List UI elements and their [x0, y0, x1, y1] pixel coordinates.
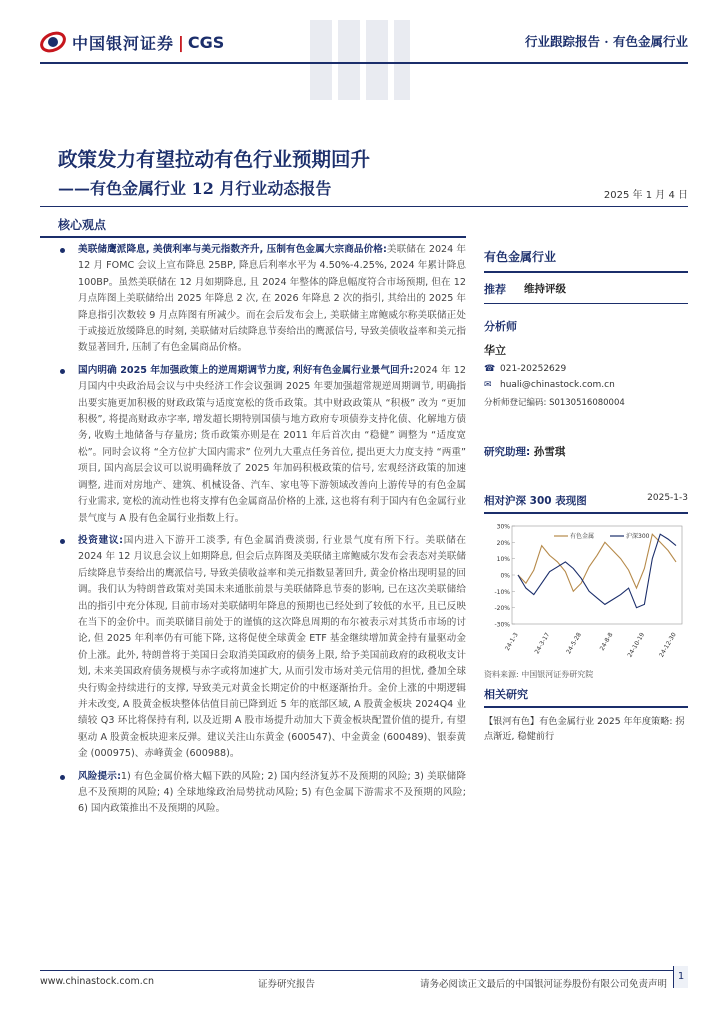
bullet-fed-policy	[58, 242, 466, 357]
y-tick-label: 20%	[496, 539, 510, 547]
analyst-name: 华立	[484, 344, 506, 357]
report-subtitle: ——有色金属行业 12 月行业动态报告	[58, 179, 332, 198]
y-tick-label: -10%	[494, 588, 510, 596]
report-date: 2025 年 1 月 4 日	[603, 190, 688, 201]
bullet-dot-icon	[60, 369, 65, 374]
rating-key: 推荐	[484, 283, 506, 296]
x-tick-label: 24-8-8	[598, 631, 615, 652]
performance-divider	[484, 512, 688, 514]
logo-english-name: CGS	[187, 32, 225, 52]
x-tick-label: 24-3-17	[533, 631, 552, 656]
chart-source: 资料来源: 中国银河证券研究院	[484, 670, 594, 679]
x-tick-label: 24-1-3	[503, 631, 520, 652]
bullet-risk-warning	[58, 769, 466, 818]
bullet-body: 美联储在 2024 年 12 月 FOMC 会议上宣布降息 25BP, 降息后利率水平为 4.50%-4.25%, 2024 年累计降息 100BP。虽然美联储在 12 月如期降息, 且 2024 年整体的降息幅度符合市场预期, 但在 12 月点阵图上美联储给出 2025 年降息 2 次, 在 2026 年降息 2 次的指引, 其给出的 2025 年降息指引次数较 9 月点阵图有所减少。而在会后发布会上, 美联储主席鲍威尔称美联储正处于或接近放缓降息的时刻, 美联储对后续降息节奏给出的鹰派信号, 导致美债收益率和美元指数显著回升, 压制了有色金属商品价格。	[78, 244, 466, 354]
related-research-heading: 相关研究	[484, 686, 688, 708]
logo-chinese-name: 中国银河证券	[72, 33, 175, 53]
watermark-graphic	[300, 0, 420, 120]
main-content	[58, 242, 466, 824]
bullet-body: 国内进入下游开工淡季, 有色金属消费淡弱, 行业景气度有所下行。美联储在 2024 年 12 月议息会议上如期降息, 但会后点阵图及美联储主席鲍威尔发布会表态对美联储后续降息节奏给出的鹰派信号, 导致美债收益率和美元指数显著回升, 黄金价格出现明显的回调。我们认为特朗普政策对美国未来通胀前景与美联储降息节奏的影响, 已在这次美联储给出的指引中充分体现, 目前市场对美联储明年降息的预期也已经处到了较低的水平, 且已反映在当下的金价中。而美联储目前处于的谨慎的这次降息周期的布尔被表示对其货币市场的讨论, 但 2025 年利率仍有可能下降, 这将促使全球黄金 ETF 基金继续增加黄金持有量驱动金价上涨。此外, 特朗普将于美国日会取消美国政府的债务上限, 给予美国前政府的政税收支计划, 未来美国政府债务规模与赤字或将加速扩大, 从而引发市场对美元信用的担忧, 叠加全球央行购金持续进行的支撑, 导致美元对黄金长期定价的中枢逐渐抬升。金价上涨的中期逻辑并未改变, A 股黄金板块整体估值目前已降到近 5 年的底部区域, A 股黄金板块 2024Q4 业绩较 Q3 环比将保持有利, 以及近期 A 股市场提升动加大下黄金板块配置价值的提升, 有望驱动 A 股黄金板块迎来反弹。建议关注山东黄金 (600547)、中金黄金 (600489)、银泰黄金 (000975)、赤峰黄金 (600988)。	[78, 534, 466, 760]
x-tick-label: 24-5-28	[565, 631, 583, 656]
footer-disclaimer: 请务必阅读正文最后的中国银河证券股份有限公司免责声明	[420, 979, 668, 990]
assistant-label: 研究助理:	[484, 446, 531, 458]
phone-row	[484, 364, 688, 374]
performance-header	[484, 493, 688, 508]
logo	[40, 28, 224, 56]
bullet-body: 2024 年 12 月国内中央政治局会议与中央经济工作会议强调 2025 年要加强超常规逆周期调节, 明确指出要实施更加积极的财政政策与适度宽松的货币政策。其中财政政策从 “积极” 改为 “更加积极”, 将提高财政赤字率, 增发超长期特别国债与地方政府专项债券支持化债、化解地方债务, 收购土地储备与存量房; 货币政策亦则是在 2011 年后首次由 “稳健” 调整为 “适度宽松”。同时会议将 “全方位扩大国内需求” 位列九大重点任务首位, 提出更大力度支持 “两重” 项目, 国内高层会议可以说明确释放了 2025 年加码积极政策的信号, 宏观经济政策的加速调整, 进而对房地产、建筑、机械设备、汽车、家电等下游领域改善向上游传导的有色金属行业需求, 宽松的流动性也将支撑有色金属商品价格的上涨, 这也将有利于国内有色金属行业景气度与 A 股有色金属行业指数上行。	[78, 364, 466, 524]
bullet-lead: 国内明确 2025 年加强政策上的逆周期调节力度, 利好有色金属行业景气回升:	[78, 364, 414, 376]
y-tick-label: 0%	[500, 572, 510, 580]
rating-row	[484, 273, 688, 304]
phone-icon: ☎	[484, 364, 496, 374]
legend-label: 有色金属	[570, 533, 595, 540]
report-title: 政策发力有望拉动有色行业预期回升	[58, 148, 371, 171]
core-views-heading: 核心观点	[58, 218, 107, 232]
bullet-lead: 风险提示:	[78, 770, 121, 782]
sidebar	[484, 248, 688, 744]
phone-number: 021-20252629	[500, 364, 567, 374]
analyst-registration: 分析师登记编码: S0130516080004	[484, 398, 625, 408]
rating-value: 维持评级	[524, 283, 566, 295]
email-address[interactable]: huali@chinastock.com.cn	[500, 380, 615, 390]
email-icon: ✉	[484, 380, 492, 390]
research-assistant	[484, 444, 688, 459]
bullet-dot-icon	[60, 539, 65, 544]
performance-title: 相对沪深 300 表现图	[484, 495, 587, 507]
email-row	[484, 380, 688, 390]
performance-chart	[484, 516, 688, 664]
analyst-heading: 分析师	[484, 320, 517, 333]
bullet-dot-icon	[60, 775, 65, 780]
x-tick-label: 24-10-19	[626, 631, 647, 659]
page-number: 1	[673, 966, 688, 988]
industry-label: 有色金属行业	[484, 248, 688, 273]
bullet-domestic-policy	[58, 363, 466, 527]
chart-frame	[512, 526, 682, 624]
y-tick-label: -30%	[494, 621, 510, 629]
footer-website[interactable]: www.chinastock.com.cn	[40, 976, 154, 987]
legend-label: 沪深300	[626, 533, 650, 540]
logo-separator: |	[178, 32, 184, 52]
title-divider	[40, 206, 688, 207]
core-views-divider	[40, 236, 466, 238]
bullet-dot-icon	[60, 248, 65, 253]
galaxy-logo-icon	[40, 29, 66, 55]
bullet-investment-advice	[58, 533, 466, 763]
x-tick-label: 24-12-30	[658, 631, 678, 659]
performance-date: 2025-1-3	[647, 493, 688, 503]
bullet-body: 1) 有色金属价格大幅下跌的风险; 2) 国内经济复苏不及预期的风险; 3) 美联储降息不及预期的风险; 4) 全球地缘政治局势扰动风险; 5) 有色金属下游需求不及预期的风险; 6) 国内政策推出不及预期的风险。	[78, 770, 466, 815]
y-tick-label: 10%	[496, 556, 510, 564]
assistant-name: 孙雪琪	[533, 446, 566, 458]
y-tick-label: 30%	[496, 523, 510, 531]
bullet-lead: 投资建议:	[78, 534, 124, 546]
header-divider	[40, 62, 688, 64]
related-research-item[interactable]: 【银河有色】有色金属行业 2025 年年度策略: 拐点渐近, 稳健前行	[484, 716, 685, 742]
footer-report-type: 证券研究报告	[258, 979, 316, 990]
bullet-lead: 美联储鹰派降息, 美债利率与美元指数齐升, 压制有色金属大宗商品价格:	[78, 244, 387, 255]
report-type-label: 行业跟踪报告 · 有色金属行业	[524, 34, 688, 49]
y-tick-label: -20%	[494, 605, 510, 613]
footer-divider	[40, 970, 688, 971]
